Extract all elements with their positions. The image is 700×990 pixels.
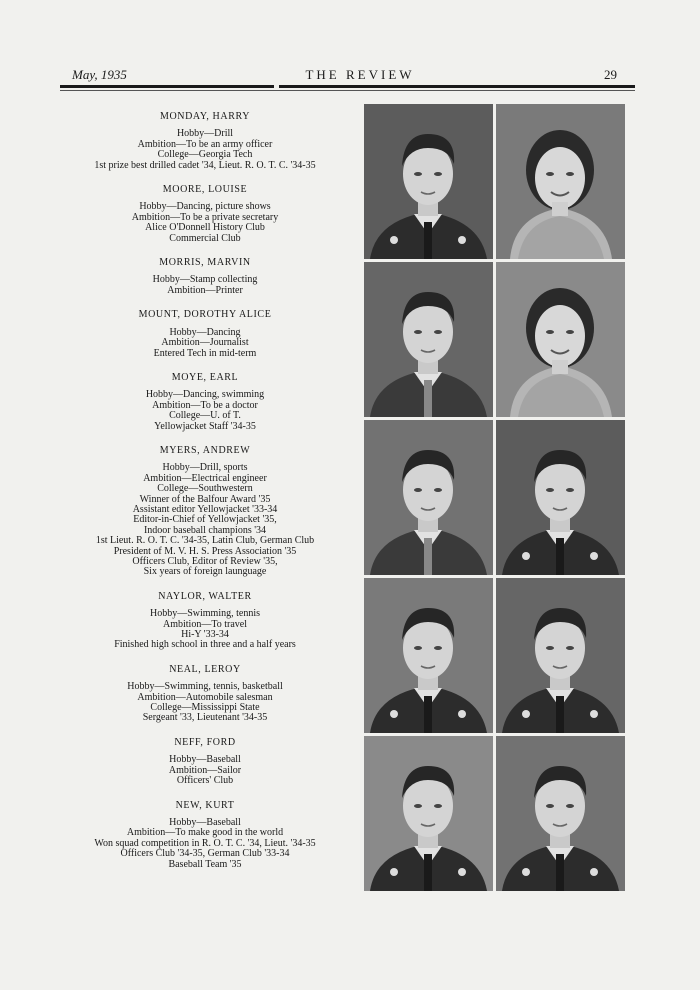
student-name: NAYLOR, WALTER xyxy=(158,590,252,602)
student-detail: Hobby—Dancing xyxy=(169,326,241,338)
student-name: NEW, KURT xyxy=(175,799,235,811)
student-detail: Hobby—Stamp collecting xyxy=(152,274,258,286)
student-entry xyxy=(55,185,355,244)
student-detail: 1st prize best drilled cadet '34, Lieut. R. O. T. C. '34-35 xyxy=(94,159,316,171)
student-detail: Hi-Y '33-34 xyxy=(181,629,229,641)
page-number: 29 xyxy=(604,67,617,82)
portrait-photo xyxy=(364,262,493,417)
student-detail: Sergeant '33, Lieutenant '34-35 xyxy=(142,712,268,724)
issue-date: May, 1935 xyxy=(72,67,127,82)
student-entry xyxy=(55,112,355,171)
student-entry xyxy=(55,258,355,296)
student-detail: Ambition—Automobile salesman xyxy=(137,691,273,703)
student-detail: President of M. V. H. S. Press Association '35 xyxy=(113,545,297,557)
student-detail: Hobby—Drill, sports xyxy=(162,462,248,474)
student-detail: Ambition—To be an army officer xyxy=(137,138,273,150)
student-name: NEFF, FORD xyxy=(174,736,236,748)
student-detail: College—Georgia Tech xyxy=(157,149,253,161)
header-rule-thin xyxy=(60,90,635,91)
student-name: MOUNT, DOROTHY ALICE xyxy=(138,309,272,321)
student-detail: Editor-in-Chief of Yellowjacket '35, xyxy=(133,514,277,526)
student-detail: Won squad competition in R. O. T. C. '34, Lieut. '34-35 xyxy=(94,837,316,849)
portrait-photo xyxy=(496,420,625,575)
student-detail: Ambition—Journalist xyxy=(161,337,249,349)
portrait-photo xyxy=(496,262,625,417)
student-detail: Finished high school in three and a half years xyxy=(114,639,296,651)
student-detail: College—U. of T. xyxy=(169,410,241,422)
portrait-photo xyxy=(364,578,493,733)
student-detail: Yellowjacket Staff '34-35 xyxy=(154,420,256,432)
student-name: MOYE, EARL xyxy=(171,371,239,383)
student-detail: Hobby—Drill xyxy=(176,128,234,140)
student-detail: Ambition—To travel xyxy=(162,618,247,630)
student-detail: Indoor baseball champions '34 xyxy=(143,524,267,536)
student-detail: Baseball Team '35 xyxy=(168,858,242,870)
student-entry xyxy=(55,665,355,724)
student-entry xyxy=(55,738,355,787)
student-detail: Hobby—Swimming, tennis, basketball xyxy=(127,681,283,693)
portrait-photo xyxy=(364,736,493,891)
student-detail: Ambition—To be a doctor xyxy=(152,399,258,411)
portrait-photo xyxy=(496,736,625,891)
student-detail: Ambition—Printer xyxy=(167,284,243,296)
student-detail: Hobby—Baseball xyxy=(169,816,241,828)
student-entry xyxy=(55,446,355,578)
student-detail: Six years of foreign launguage xyxy=(143,566,267,578)
portrait-photo xyxy=(496,578,625,733)
student-detail: Commercial Club xyxy=(169,232,241,244)
student-entry xyxy=(55,592,355,651)
student-detail: Alice O'Donnell History Club xyxy=(145,222,265,234)
header-rule-right xyxy=(279,85,635,88)
student-detail: Hobby—Dancing, swimming xyxy=(145,389,265,401)
student-detail: Ambition—To be a private secretary xyxy=(131,211,279,223)
portrait-photo xyxy=(364,104,493,259)
portrait-photo xyxy=(496,104,625,259)
portrait-photo xyxy=(364,420,493,575)
student-entry xyxy=(55,310,355,359)
student-detail: Assistant editor Yellowjacket '33-34 xyxy=(132,503,278,515)
student-detail: 1st Lieut. R. O. T. C. '34-35, Latin Club, German Club xyxy=(95,535,315,547)
student-detail: Winner of the Balfour Award '35 xyxy=(139,493,271,505)
student-entry xyxy=(55,801,355,870)
student-detail: Hobby—Baseball xyxy=(169,754,241,766)
student-detail: Hobby—Swimming, tennis xyxy=(149,608,260,620)
student-detail: Entered Tech in mid-term xyxy=(153,347,257,359)
student-entry xyxy=(55,373,355,432)
portrait-grid xyxy=(364,104,625,890)
student-name: MYERS, ANDREW xyxy=(159,444,251,456)
student-name: MONDAY, HARRY xyxy=(159,111,251,122)
student-detail: College—Mississippi State xyxy=(150,702,260,714)
student-detail: Ambition—To make good in the world xyxy=(126,827,284,839)
student-detail: Ambition—Sailor xyxy=(168,764,242,776)
student-detail: Officers' Club xyxy=(176,775,234,787)
student-name: MOORE, LOUISE xyxy=(162,184,248,196)
student-detail: College—Southwestern xyxy=(157,483,253,495)
student-detail: Ambition—Electrical engineer xyxy=(143,472,267,484)
student-detail: Hobby—Dancing, picture shows xyxy=(139,201,271,213)
student-name: MORRIS, MARVIN xyxy=(159,257,251,269)
student-detail: Officers Club '34-35, German Club '33-34 xyxy=(120,848,290,860)
publication-title: THE REVIEW xyxy=(305,67,415,82)
senior-bios-column xyxy=(55,112,355,884)
student-detail: Officers Club, Editor of Review '35, xyxy=(132,556,278,567)
student-name: NEAL, LEROY xyxy=(169,663,241,675)
header-rule-left xyxy=(60,85,274,88)
